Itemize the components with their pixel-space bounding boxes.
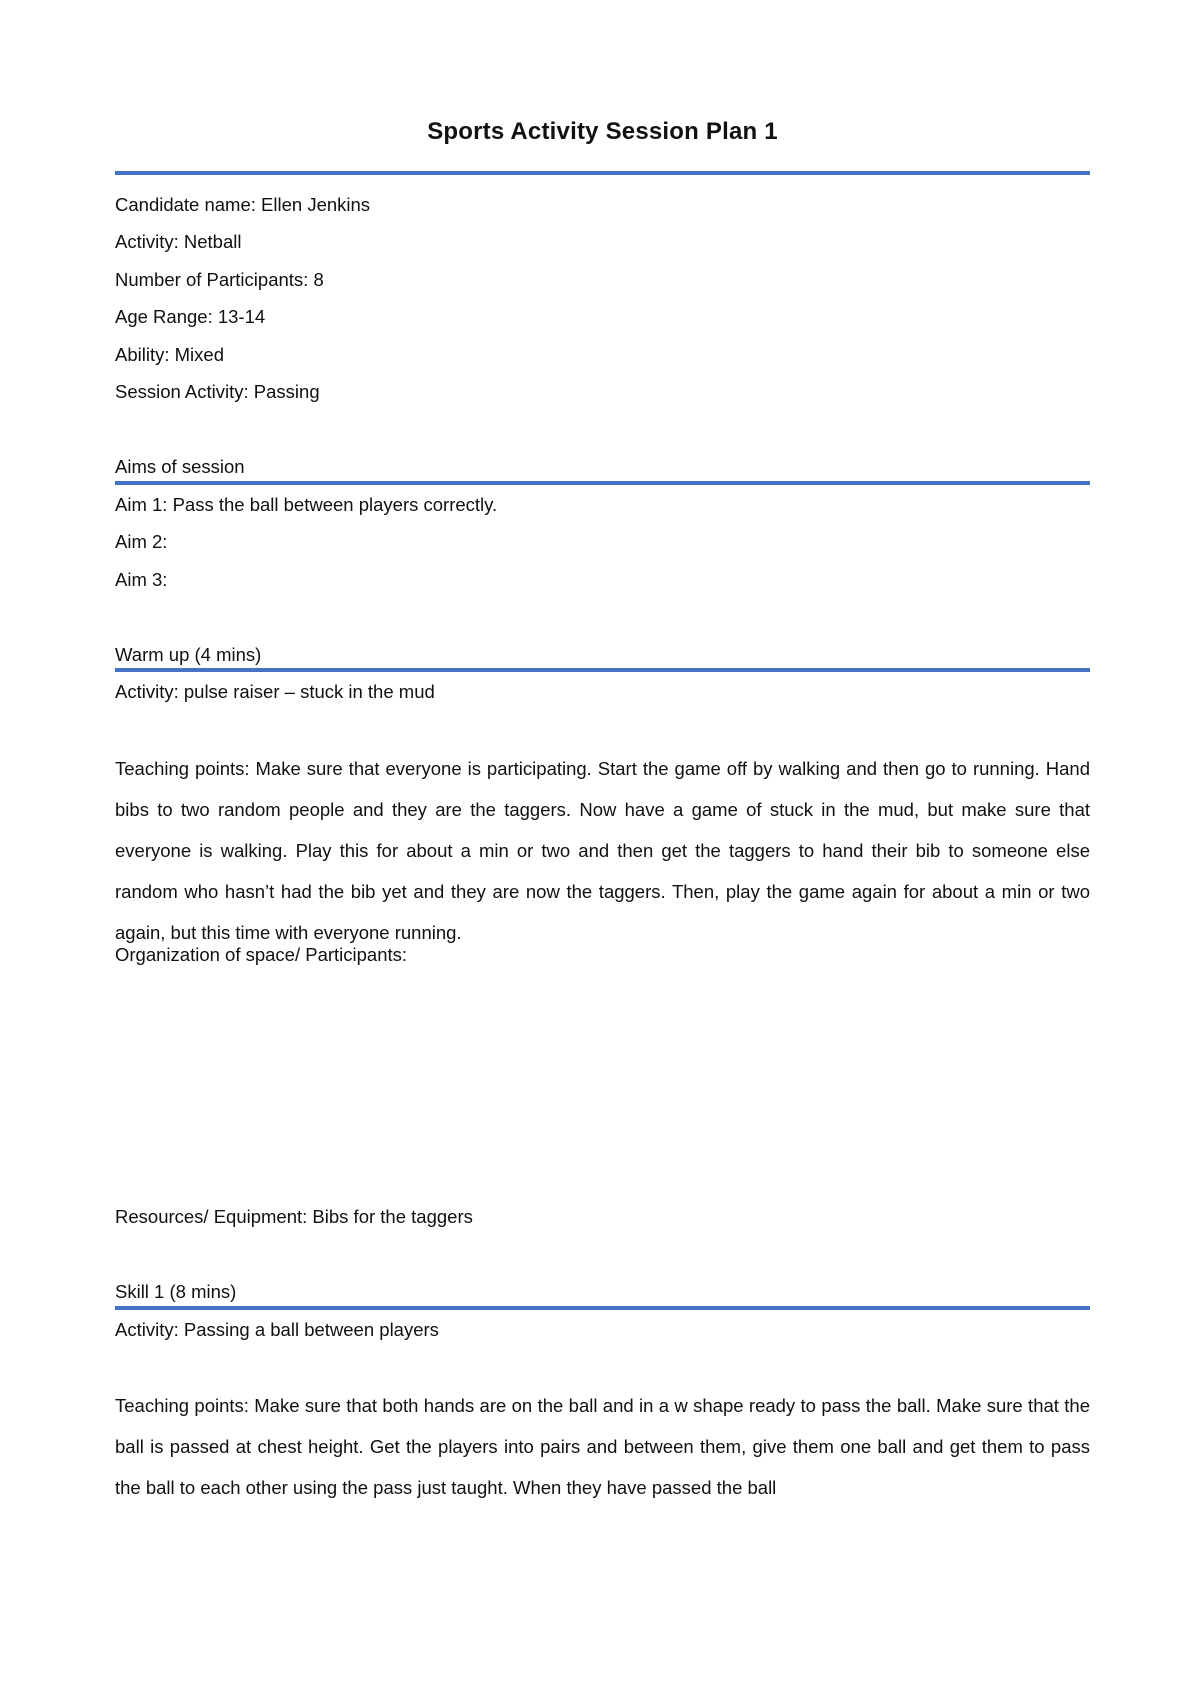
ability-detail: Ability: Mixed: [115, 344, 224, 365]
warmup-heading: Warm up (4 mins): [115, 644, 262, 665]
session-activity-detail: Session Activity: Passing: [115, 381, 320, 402]
activity-detail: Activity: Netball: [115, 231, 242, 252]
warmup-divider: [115, 668, 1090, 672]
participants-detail: Number of Participants: 8: [115, 269, 324, 290]
skill1-teaching-points: Teaching points: Make sure that both hands are on the ball and in a w shape ready to pass the ball. Make sure that the ball is passed at chest height. Get the players into pairs and between them, give them one ball and get them to pass the ball to each other using the pass just taught. When they have passed the ball: [115, 1395, 1090, 1498]
skill1-activity: Activity: Passing a ball between players: [115, 1319, 439, 1340]
warmup-teaching-points: Teaching points: Make sure that everyone is participating. Start the game off by walking and then go to running. Hand bibs to two random people and they are the taggers. Now have a game of stuck in the mud, but make sure that everyone is walking. Play this for about a min or two and then get the taggers to hand their bib to someone else random who hasn’t had the bib yet and they are now the taggers. Then, play the game again for about a min or two again, but this time with everyone running.: [115, 758, 1090, 943]
page-title: Sports Activity Session Plan 1: [427, 118, 778, 145]
aim-1: Aim 1: Pass the ball between players correctly.: [115, 494, 498, 515]
aim-2: Aim 2:: [115, 531, 168, 552]
skill1-divider: [115, 1306, 1090, 1310]
title-divider: [115, 171, 1090, 175]
warmup-organization: Organization of space/ Participants:: [115, 944, 408, 965]
warmup-activity: Activity: pulse raiser – stuck in the mud: [115, 681, 435, 702]
skill1-heading: Skill 1 (8 mins): [115, 1281, 237, 1302]
aims-heading: Aims of session: [115, 456, 245, 477]
candidate-name: Candidate name: Ellen Jenkins: [115, 194, 371, 215]
aims-divider: [115, 481, 1090, 485]
age-range-detail: Age Range: 13-14: [115, 306, 266, 327]
aim-3: Aim 3:: [115, 569, 168, 590]
warmup-resources: Resources/ Equipment: Bibs for the taggers: [115, 1206, 473, 1227]
